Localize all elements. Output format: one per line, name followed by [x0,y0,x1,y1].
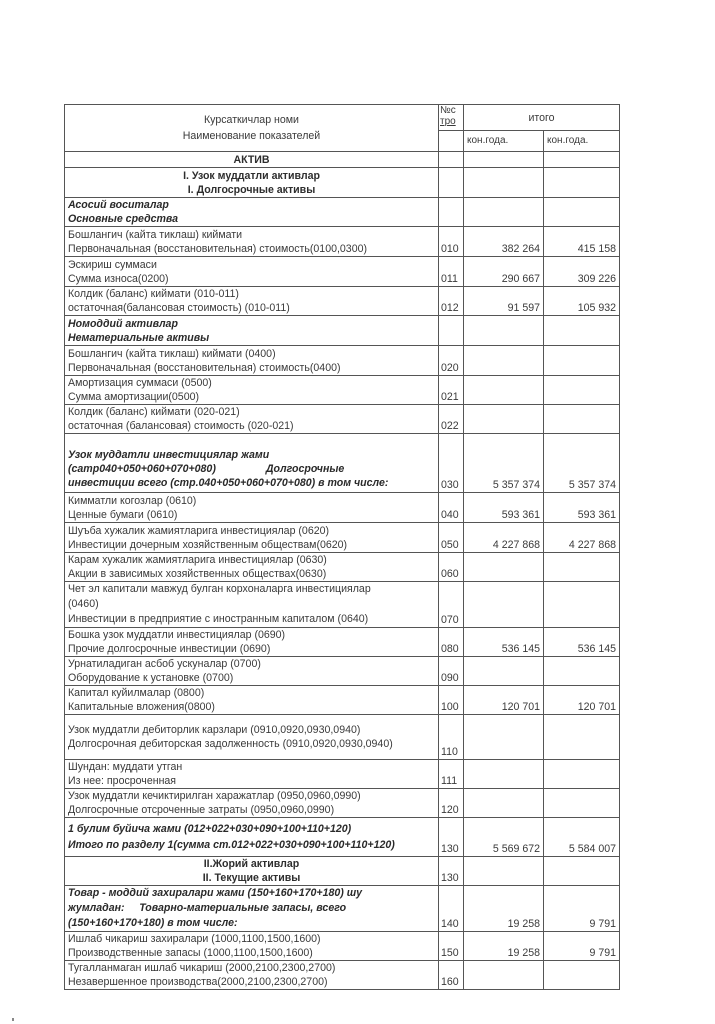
row-code: 012 [439,287,464,316]
heading-ru: II. Текущие активы [202,872,301,884]
col2-header: кон.года. [544,131,620,152]
row-label: Ишлаб чикариш захиралари (1000,1100,1500,1600) Производственные запасы (1000,1100,1500,1600) [65,932,439,961]
table-row [65,227,620,257]
row-label: 1 булим буйича жами (012+022+030+090+100+110+120) Итого по разделу 1(сумма ст.012+022+030+090+100+110+120) [65,818,439,857]
row-code: 090 [439,657,464,686]
row-code: 020 [439,346,464,376]
row-code: 130 [439,857,464,886]
row-code: 100 [439,686,464,715]
heading-uz: I. Узок муддатли активлар [183,170,320,182]
heading-uz: II.Жорий активлар [203,858,300,870]
balance-sheet [64,104,620,990]
itogo-header: итого [464,105,620,131]
table-row [65,760,620,789]
row-label: Узок муддатли инвестициялар жами (camp040+050+060+070+080) Долгосрочные инвестиции всего (стр.040+050+060+070+080) в том числе: [65,434,439,493]
scan-speck [12,1018,14,1021]
row-code: 110 [439,715,464,760]
row-code: 022 [439,405,464,434]
empty-cell [439,131,464,152]
row-label: Асосий воситалар Основные средства [65,198,439,227]
row-label: Узок муддатли дебиторлик карзлари (0910,0920,0930,0940) Долгосрочная дебиторская задолженность (0910,0920,0930,0940) [65,715,439,760]
row-value-1 [464,760,544,789]
row-value-1 [464,553,544,582]
row-code: 160 [439,961,464,990]
row-label: Эскириш суммаси Сумма износа(0200) [65,257,439,287]
row-code: 140 [439,886,464,932]
row-code: 050 [439,523,464,553]
row-value-1: 4 227 868 [464,523,544,553]
row-value-1 [464,715,544,760]
row-label: Узок муддатли кечиктирилган харажатлар (0950,0960,0990) Долгосрочные отсроченные затраты (0950,0960,0990) [65,789,439,818]
heading-ru: I. Долгосрочные активы [187,184,316,196]
row-value-1: 382 264 [464,227,544,257]
row-value-1 [464,789,544,818]
row-value-2: 4 227 868 [544,523,620,553]
row-value-2 [544,715,620,760]
row-code: 120 [439,789,464,818]
row-value-1: 536 145 [464,628,544,657]
table-row [65,376,620,405]
header-name-uz: Курсаткичлар номи [204,114,299,126]
row-value-1 [464,961,544,990]
row-value-2: 5 357 374 [544,434,620,493]
row-value-1 [464,657,544,686]
table-row [65,553,620,582]
row-code: 011 [439,257,464,287]
current-assets-heading [65,857,439,886]
row-code: 150 [439,932,464,961]
row-label: Шундан: муддати утган Из нее: просроченная [65,760,439,789]
table-row [65,789,620,818]
row-label: Товар - моддий захиралари жами (150+160+170+180) шу жумладан: Товарно-материальные запасы, всего (150+160+170+180) в том числе: [65,886,439,932]
row-label: Урнатиладиган асбоб ускуналар (0700) Оборудование к установке (0700) [65,657,439,686]
table-row [65,346,620,376]
row-value-2 [544,657,620,686]
row-value-1: 19 258 [464,886,544,932]
row-label: Бошлангич (кайта тиклаш) киймати Первоначальная (восстановительная) стоимость(0100,0300) [65,227,439,257]
table-row [65,628,620,657]
table-row [65,582,620,628]
row-value-1: 5 357 374 [464,434,544,493]
row-value-2 [544,376,620,405]
row-value-2: 9 791 [544,932,620,961]
table-row [65,316,620,346]
row-value-2: 309 226 [544,257,620,287]
table-row [65,287,620,316]
row-code: 130 [439,818,464,857]
col1-header: кон.года. [464,131,544,152]
row-value-1: 120 701 [464,686,544,715]
section-row [65,857,620,886]
row-label: Колдик (баланс) киймати (020-021) остаточная (балансовая) стоимость (020-021) [65,405,439,434]
row-value-2 [544,405,620,434]
table-row [65,657,620,686]
row-code-header [439,105,464,131]
row-value-1: 593 361 [464,493,544,523]
table-row [65,405,620,434]
row-label: Амортизация суммаси (0500) Сумма амортизации(0500) [65,376,439,405]
section-row [65,152,620,168]
row-value-2: 120 701 [544,686,620,715]
row-value-1 [464,316,544,346]
row-label: Бошка узок муддатли инвестициялар (0690) Прочие долгосрочные инвестиции (0690) [65,628,439,657]
header-name-ru: Наименование показателей [182,130,321,142]
row-value-1 [464,582,544,628]
row-value-1: 19 258 [464,932,544,961]
table-row [65,961,620,990]
row-value-2: 9 791 [544,886,620,932]
code-header-line2: тро [440,116,456,127]
row-value-2: 5 584 007 [544,818,620,857]
row-label: Кимматли когозлар (0610) Ценные бумаги (0610) [65,493,439,523]
table-row [65,818,620,857]
table-row [65,686,620,715]
table-row [65,886,620,932]
section-row [65,168,620,198]
header-row [65,105,620,131]
table-row [65,257,620,287]
row-value-1: 91 597 [464,287,544,316]
row-value-2: 536 145 [544,628,620,657]
row-value-2: 105 932 [544,287,620,316]
row-label: Номоддий активлар Нематериальные активы [65,316,439,346]
row-value-1 [464,405,544,434]
row-code [439,198,464,227]
row-label: Чет эл капитали мавжуд булган корхоналарга инвестициялар (0460) Инвестиции в предприятие с иностранным капиталом (0640) [65,582,439,628]
row-value-2: 415 158 [544,227,620,257]
table-row [65,932,620,961]
row-value-1 [464,376,544,405]
row-label: Карам хужалик жамиятларига инвестициялар (0630) Акции в зависимых хозяйственных обществах(0630) [65,553,439,582]
table-row [65,493,620,523]
row-code: 080 [439,628,464,657]
table-row [65,434,620,493]
indicator-name-header [65,105,439,152]
row-value-1: 290 667 [464,257,544,287]
row-value-2 [544,760,620,789]
row-value-1 [464,198,544,227]
row-value-2 [544,316,620,346]
balance-table [64,104,620,990]
row-label: Тугалланмаган ишлаб чикариш (2000,2100,2300,2700) Незавершенное производства(2000,2100,2300,2700) [65,961,439,990]
row-value-2 [544,198,620,227]
row-code: 040 [439,493,464,523]
row-code: 010 [439,227,464,257]
row-value-1 [464,346,544,376]
row-value-2 [544,553,620,582]
row-label: Бошлангич (кайта тиклаш) киймати (0400) Первоначальная (восстановительная) стоимость(0400) [65,346,439,376]
row-value-2 [544,961,620,990]
row-code [439,316,464,346]
row-value-2: 593 361 [544,493,620,523]
long-term-assets-heading [65,168,439,198]
code-header-line1: №с [440,105,456,116]
row-label: Колдик (баланс) киймати (010-011) остаточная(балансовая стоимость) (010-011) [65,287,439,316]
row-value-2 [544,346,620,376]
row-value-2 [544,789,620,818]
row-value-2 [544,582,620,628]
table-row [65,198,620,227]
row-code: 111 [439,760,464,789]
row-label: Капитал куйилмалар (0800) Капитальные вложения(0800) [65,686,439,715]
row-code: 030 [439,434,464,493]
row-label: Шуъба хужалик жамиятларига инвестициялар (0620) Инвестиции дочерным хозяйственным обществам(0620) [65,523,439,553]
row-value-1: 5 569 672 [464,818,544,857]
table-row [65,715,620,760]
row-code: 021 [439,376,464,405]
aktiv-heading: АКТИВ [65,152,439,168]
row-code: 070 [439,582,464,628]
table-row [65,523,620,553]
row-code: 060 [439,553,464,582]
